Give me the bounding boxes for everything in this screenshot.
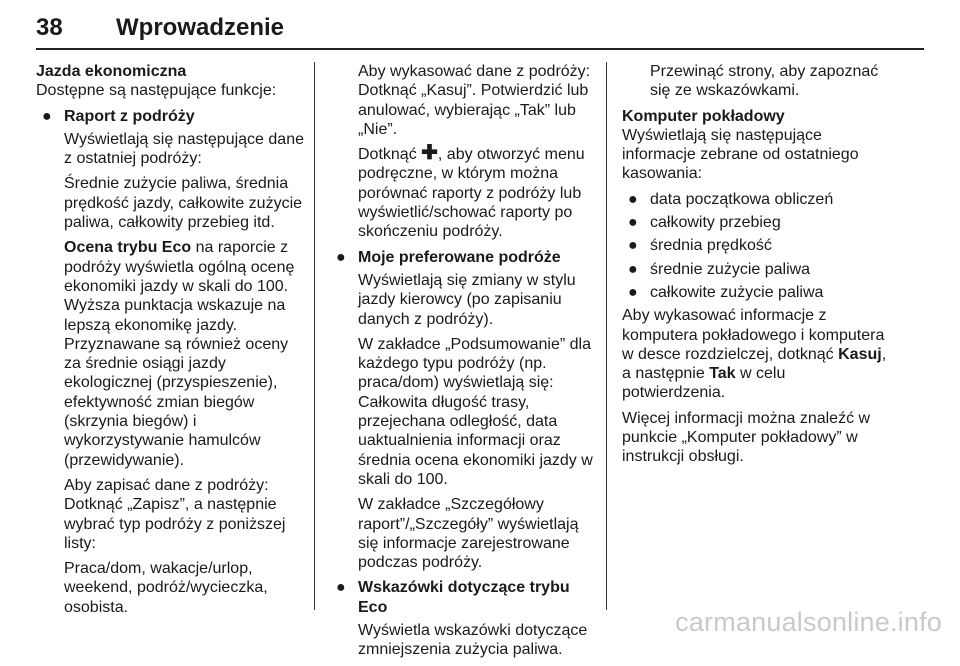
paragraph: Wyświetlają się zmiany w stylu jazdy kierowcy (po zapisaniu danych z podróży). bbox=[358, 271, 576, 328]
bullet-text: średnia prędkość bbox=[650, 237, 772, 255]
bold-term: Ocena trybu Eco bbox=[64, 239, 192, 257]
column-3 bbox=[622, 62, 892, 473]
page-number: 38 bbox=[36, 14, 63, 41]
bullet-icon: ● bbox=[628, 214, 638, 232]
bullet-text: całkowity przebieg bbox=[650, 214, 781, 232]
bullet-item bbox=[330, 578, 595, 617]
bullet-icon: ● bbox=[628, 260, 638, 278]
bullet-item bbox=[330, 248, 595, 267]
text-run: , a następnie bbox=[622, 345, 887, 383]
paragraph bbox=[622, 306, 892, 402]
paragraph: Aby zapisać dane z podróży: Dotknąć „Zapisz”, a następnie wybrać typ podróży z poniższej listy: bbox=[64, 476, 286, 552]
column-divider bbox=[606, 62, 607, 610]
bullet-title: Raport z podróży bbox=[64, 107, 195, 125]
bullet-item bbox=[622, 283, 892, 302]
bullet-icon: ● bbox=[628, 190, 638, 208]
paragraph: Dostępne są następujące funkcje: bbox=[36, 82, 277, 100]
paragraph bbox=[64, 238, 308, 470]
bullet-item bbox=[622, 236, 892, 255]
watermark: carmanualsonline.info bbox=[675, 607, 942, 637]
bullet-item bbox=[622, 213, 892, 232]
bullet-text: data początkowa obliczeń bbox=[650, 190, 834, 208]
text-run: na raporcie z podróży wyświetla ogólną ocenę ekonomiki jazdy w skali do 100. Wyższa punktacja wskazuje na lepszą ekonomikę jazdy. Przyznawane są również oceny za średnie osiągi jazdy ekologicznej (przyspieszenie), efektywność zmian biegów (skrzynia biegów) i wykorzystywanie hamulców (przewidywanie). bbox=[64, 239, 295, 469]
section-heading: Jazda ekonomiczna bbox=[36, 63, 187, 80]
paragraph: W zakładce „Szczegółowy raport”/„Szczegóły” wyświetlają się informacje zarejestrowane podczas podróży. bbox=[358, 496, 579, 572]
bullet-item bbox=[622, 190, 892, 209]
section-heading: Komputer pokładowy bbox=[622, 107, 785, 125]
bullet-title: Wskazówki dotyczące trybu Eco bbox=[358, 579, 570, 616]
bullet-body bbox=[330, 621, 595, 660]
paragraph bbox=[358, 142, 595, 241]
paragraph: W zakładce „Podsumowanie” dla każdego typu podróży (np. praca/dom) wyświetlają się: Całkowita długość trasy, przejechana odległość, data uaktualnienia informacji oraz średnia ocena ekonomiki jazdy w skali do 100. bbox=[358, 335, 593, 488]
paragraph: Więcej informacji można znaleźć w punkcie „Komputer pokładowy” w instrukcji obsługi. bbox=[622, 409, 871, 466]
text-run: Aby wykasować informacje z komputera pokładowego i komputera w desce rozdzielczej, dotknąć bbox=[622, 307, 885, 363]
paragraph: Wyświetlają się następujące dane z ostatniej podróży: bbox=[64, 130, 304, 168]
bullet-body bbox=[36, 130, 308, 617]
paragraph: Aby wykasować dane z podróży: Dotknąć „Kasuj”. Potwierdzić lub anulować, wybierając „Tak” lub „Nie”. bbox=[358, 63, 591, 138]
chapter-title: Wprowadzenie bbox=[116, 14, 285, 41]
paragraph: Wyświetlają się następujące informacje zebrane od ostatniego kasowania: bbox=[622, 126, 859, 183]
column-2 bbox=[330, 62, 595, 666]
paragraph: Średnie zużycie paliwa, średnia prędkość jazdy, całkowite zużycie paliwa, całkowity przebieg itd. bbox=[64, 175, 303, 232]
column-divider bbox=[314, 62, 315, 610]
bullet-body bbox=[330, 271, 595, 572]
bullet-icon: ● bbox=[336, 248, 346, 266]
header-rule bbox=[36, 48, 924, 50]
bullet-icon: ● bbox=[628, 283, 638, 301]
bold-term: Kasuj bbox=[838, 345, 882, 363]
paragraph: Wyświetla wskazówki dotyczące zmniejszenia zużycia paliwa. bbox=[358, 622, 588, 659]
bullet-text: całkowite zużycie paliwa bbox=[650, 283, 824, 301]
bold-term: Tak bbox=[709, 365, 736, 383]
bullet-icon: ● bbox=[628, 237, 638, 255]
bullet-title: Moje preferowane podróże bbox=[358, 248, 561, 266]
paragraph: Praca/dom, wakacje/urlop, weekend, podróż/wycieczka, osobista. bbox=[64, 560, 268, 616]
column-1 bbox=[36, 62, 308, 623]
text-run: Dotknąć bbox=[358, 146, 422, 164]
bullet-item bbox=[36, 107, 308, 126]
bullet-item bbox=[622, 260, 892, 279]
plus-icon: ✚ bbox=[421, 142, 438, 165]
bullet-body bbox=[330, 62, 595, 242]
text-run: , aby otworzyć menu podręczne, w którym można porównać raporty z podróży lub wyświetlić/schować raporty po skończeniu podróży. bbox=[358, 146, 585, 241]
bullet-icon: ● bbox=[336, 579, 346, 597]
text-run: w celu potwierdzenia. bbox=[622, 365, 786, 402]
bullet-body bbox=[622, 62, 892, 101]
page-header bbox=[36, 8, 924, 50]
bullet-text: średnie zużycie paliwa bbox=[650, 260, 811, 278]
paragraph: Przewinąć strony, aby zapoznać się ze wskazówkami. bbox=[650, 63, 879, 100]
bullet-icon: ● bbox=[42, 107, 52, 125]
